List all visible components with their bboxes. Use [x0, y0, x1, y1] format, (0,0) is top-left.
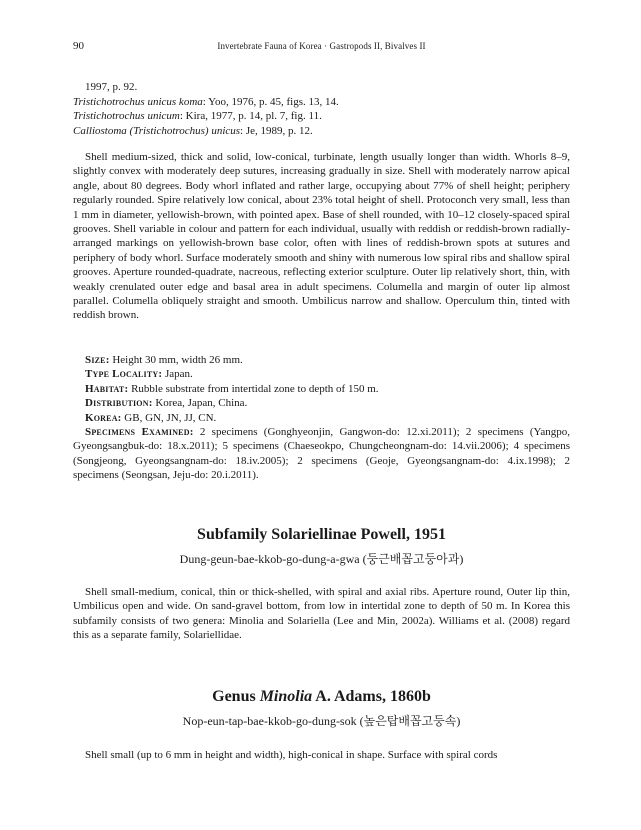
fact-value: 2 specimens (Gonghyeonjin, Gangwon-do: 12.xi.2011); 2 specimens (Yangpo, Gyeongsangbuk-do: 18.x.2011); 5 specimens (Chaeseokpo, Chungcheongnam-do: 14.vii.2006); 4 specimens (Songjeong, Gyeongsangnam-do: 18.iv.2005); 2 specimens (Geoje, Gyeongsangnam-do: 4.ix.1998); 2 specimens (Seongsan, Jeju-do: 20.i.2011).	[73, 426, 570, 482]
genus-prefix: Genus	[212, 688, 260, 705]
synonymy-citation: : Yoo, 1976, p. 45, figs. 13, 14.	[202, 95, 339, 108]
genus-author: A. Adams, 1860b	[312, 688, 431, 705]
synonymy-entry	[73, 80, 570, 95]
fact-value: Rubble substrate from intertidal zone to depth of 150 m.	[131, 382, 379, 395]
fact-label: Korea:	[85, 411, 122, 424]
genus-korean-name: Nop-eun-tap-bae-kkob-go-dung-sok (높은탑배꼽고둥속)	[182, 714, 461, 728]
fact-korea	[73, 411, 570, 425]
synonymy-name: Tristichotrochus unicus koma	[73, 95, 203, 108]
synonymy-citation: : Je, 1989, p. 12.	[240, 124, 313, 137]
header-title: Invertebrate Fauna of Korea · Gastropods II, Bivalves II	[217, 41, 426, 51]
fact-distribution	[73, 396, 570, 410]
subfamily-heading: Subfamily Solariellinae Powell, 1951	[197, 526, 446, 543]
subfamily-description: Shell small-medium, conical, thin or thick-shelled, with spiral and axial ribs. Aperture round, Outer lip thin, Umbilicus open and wide. On sand-gravel bottom, from low in intertidal zone to depth of 50 m. In Korea this subfamily consists of two genera: Minolia and Solariella (Lee and Min, 2002a). Williams et al. (2008) regard this as a separate family, Solariellidae.	[73, 586, 570, 642]
fact-value: Japan.	[164, 368, 193, 381]
fact-label: Habitat:	[85, 382, 129, 395]
genus-description: Shell small (up to 6 mm in height and width), high-conical in shape. Surface with spiral cords	[85, 749, 498, 761]
fact-value: Korea, Japan, China.	[155, 397, 248, 410]
species-description: Shell medium-sized, thick and solid, low-conical, turbinate, length usually longer than width. Whorls 8–9, slightly convex with moderately deep sutures, increasing gradually in size. Shell with moderately narrow apical angle, about 80 degrees. Body whorl inflated and rather large, occupying about 77% of shell height; periphery regularly rounded. Spire relatively low conical, about 23% total height of shell. Protoconch very small, less than 1 mm in diameter, yellowish-brown, with pointed apex. Base of shell rounded, with 10–12 closely-spaced spiral grooves. Shell variable in colour and pattern for each individual, usually with reddish or reddish-brown radially-arranged markings on yellowish-brown base color, often with lines of reddish-brown spots at sutures and periphery of body whorl. Surface moderately smooth and shiny with numerous low spiral ribs and shallow spiral grooves. Aperture rounded-quadrate, nacreous, reflecting exterior sculpture. Outer lip relatively short, thin, with weakly crenulated outer edge and basal area in adult specimens. Columella and margin of outer lip almost parallel. Columella obliquely straight and smooth. Umbilicus narrow and shallow. Operculum thin, tinted with reddish brown.	[73, 151, 570, 322]
fact-size	[73, 353, 570, 367]
genus-heading	[73, 688, 570, 706]
fact-habitat	[73, 382, 570, 396]
genus-name: Minolia	[259, 688, 313, 705]
species-facts	[73, 353, 570, 483]
running-header	[73, 40, 570, 56]
fact-value: Height 30 mm, width 26 mm.	[112, 354, 243, 366]
page-number: 90	[73, 40, 84, 52]
synonymy-citation: : Kira, 1977, p. 14, pl. 7, fig. 11.	[179, 110, 322, 122]
synonymy-entry	[73, 95, 570, 110]
fact-label: Size:	[85, 354, 110, 366]
fact-value: GB, GN, JN, JJ, CN.	[124, 411, 217, 424]
synonymy-name: Calliostoma (Tristichotrochus) unicus	[73, 124, 241, 137]
fact-specimens-examined	[73, 425, 570, 483]
synonymy-entry	[73, 109, 570, 124]
fact-type-locality	[73, 367, 570, 381]
fact-label: Specimens Examined:	[85, 426, 194, 439]
subfamily-korean-name: Dung-geun-bae-kkob-go-dung-a-gwa (둥근배꼽고둥아과)	[179, 552, 464, 566]
fact-label: Distribution:	[85, 397, 153, 410]
synonymy-entry	[73, 124, 570, 139]
synonymy-name: Tristichotrochus unicum	[73, 110, 180, 122]
synonymy-citation: 1997, p. 92.	[85, 81, 138, 93]
fact-label: Type Locality:	[85, 368, 163, 381]
synonymy-list	[73, 80, 570, 138]
